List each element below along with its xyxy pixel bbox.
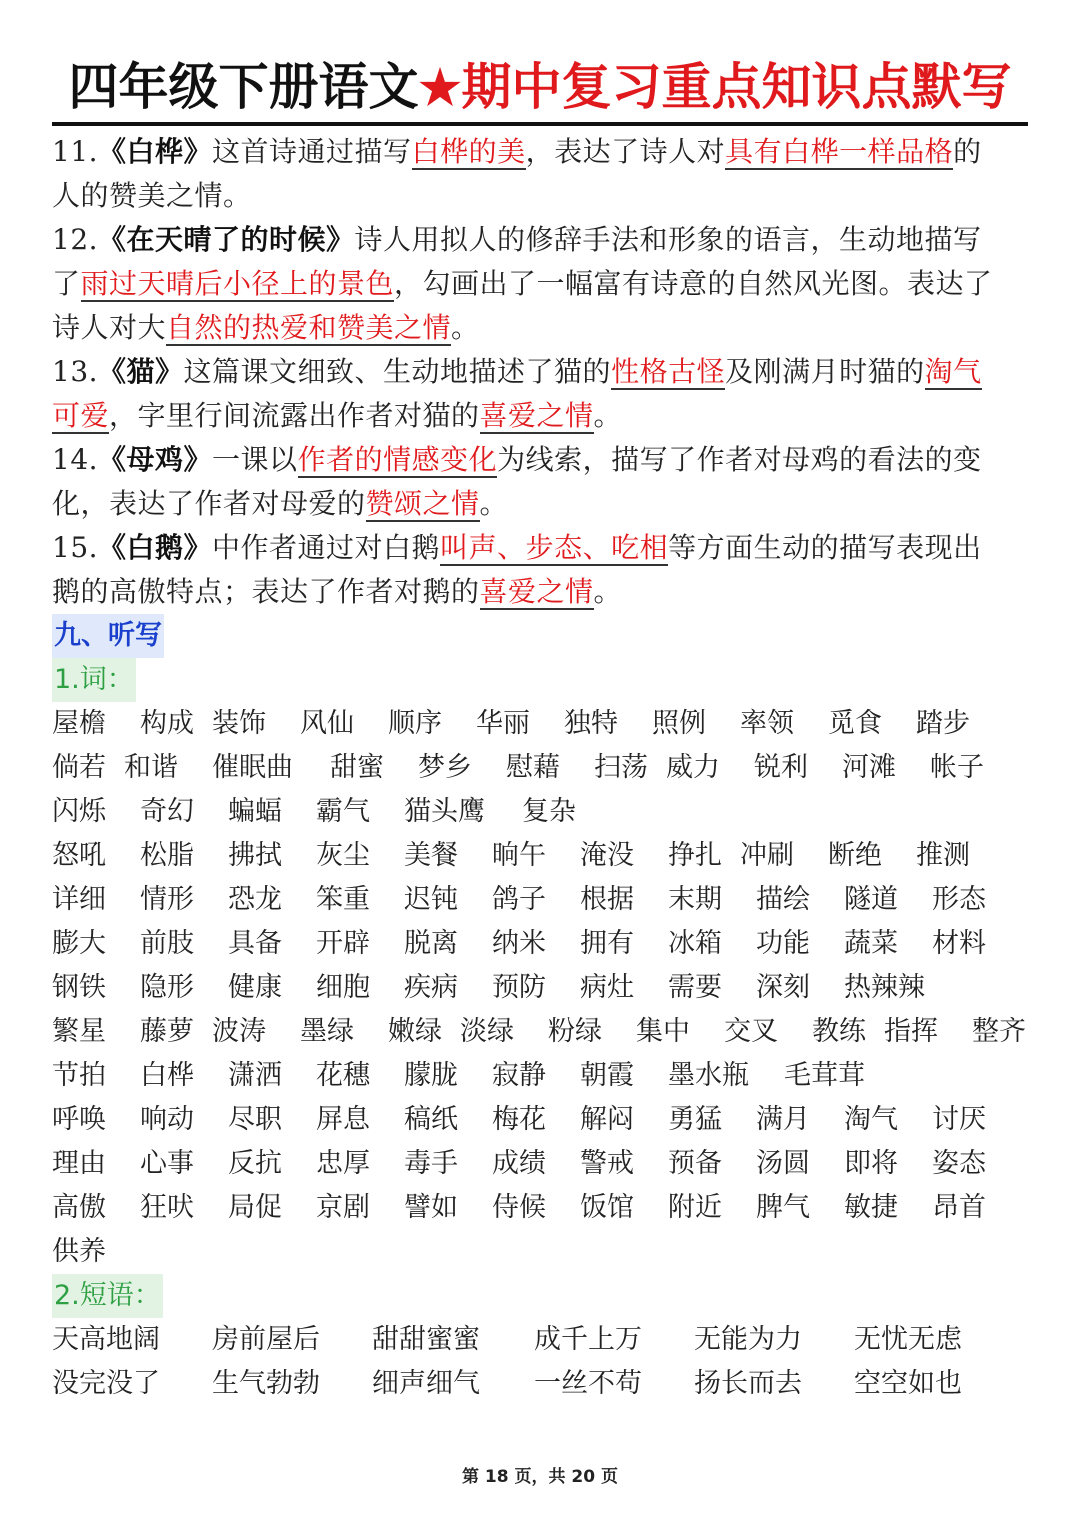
word: 响动 <box>140 1104 194 1135</box>
word: 闪烁 <box>52 796 106 827</box>
phrase: 空空如也 <box>854 1368 962 1399</box>
word: 材料 <box>932 928 986 959</box>
word-row <box>52 1186 1032 1230</box>
phrase: 无忧无虑 <box>854 1324 962 1355</box>
word: 局促 <box>228 1192 282 1223</box>
item-13-line-2: 可爱，字里行间流露出作者对猫的喜爱之情。 <box>52 399 623 432</box>
word: 和谐 <box>124 752 178 783</box>
item-15-answer-2: 喜爱之情 <box>479 575 594 608</box>
word-row <box>52 834 1032 878</box>
word: 满月 <box>756 1104 810 1135</box>
word: 扫荡 <box>594 752 648 783</box>
word: 繁星 <box>52 1016 106 1047</box>
item-13-answer-2a: 淘气 <box>924 355 982 388</box>
content <box>52 130 1032 1406</box>
word: 节拍 <box>52 1060 106 1091</box>
word: 松脂 <box>140 840 194 871</box>
word: 断绝 <box>828 840 882 871</box>
word: 威力 <box>666 752 720 783</box>
item-12-line-1: 12.《在天晴了的时候》诗人用拟人的修辞手法和形象的语言，生动地描写 <box>52 223 982 256</box>
item-13-answer-3: 喜爱之情 <box>479 399 594 432</box>
word-row <box>52 746 1032 790</box>
word: 心事 <box>140 1148 194 1179</box>
word: 侍候 <box>492 1192 546 1223</box>
phrase: 一丝不苟 <box>534 1368 642 1399</box>
word: 装饰 <box>212 708 266 739</box>
word: 疾病 <box>404 972 458 1003</box>
phrase: 扬长而去 <box>694 1368 802 1399</box>
word: 昂首 <box>932 1192 986 1223</box>
word: 狂吠 <box>140 1192 194 1223</box>
word: 譬如 <box>404 1192 458 1223</box>
word: 勇猛 <box>668 1104 722 1135</box>
word: 毛茸茸 <box>784 1060 865 1091</box>
word: 拂拭 <box>228 840 282 871</box>
item-14-title: 《母鸡》 <box>98 443 213 476</box>
word: 怒吼 <box>52 840 106 871</box>
word: 晌午 <box>492 840 546 871</box>
item-11-answer-2: 具有白桦一样品格 <box>725 135 954 168</box>
word: 挣扎 <box>668 840 722 871</box>
word: 淹没 <box>580 840 634 871</box>
word: 健康 <box>228 972 282 1003</box>
word: 深刻 <box>756 972 810 1003</box>
word: 风仙 <box>300 708 354 739</box>
phrase-row <box>52 1362 1032 1406</box>
phrase: 成千上万 <box>534 1324 642 1355</box>
word: 构成 <box>140 708 194 739</box>
word: 教练 <box>812 1016 866 1047</box>
word: 京剧 <box>316 1192 370 1223</box>
word: 河滩 <box>842 752 896 783</box>
word: 推测 <box>916 840 970 871</box>
word: 成绩 <box>492 1148 546 1179</box>
word: 梦乡 <box>418 752 472 783</box>
word: 热辣辣 <box>844 972 925 1003</box>
item-12-answer-1: 雨过天晴后小径上的景色 <box>80 267 395 300</box>
phrase: 生气勃勃 <box>212 1368 320 1399</box>
word-row <box>52 1098 1032 1142</box>
word: 钢铁 <box>52 972 106 1003</box>
word: 觅食 <box>828 708 882 739</box>
word: 花穗 <box>316 1060 370 1091</box>
item-13-answer-2b: 可爱 <box>52 399 110 432</box>
word-row <box>52 966 1032 1010</box>
word: 高傲 <box>52 1192 106 1223</box>
word: 膨大 <box>52 928 106 959</box>
word: 集中 <box>636 1016 690 1047</box>
word: 粉绿 <box>548 1016 602 1047</box>
word: 末期 <box>668 884 722 915</box>
word: 附近 <box>668 1192 722 1223</box>
word: 淘气 <box>844 1104 898 1135</box>
item-14-answer-1: 作者的情感变化 <box>297 443 498 476</box>
word-row <box>52 790 1032 834</box>
word: 墨绿 <box>300 1016 354 1047</box>
word: 寂静 <box>492 1060 546 1091</box>
word: 霸气 <box>316 796 370 827</box>
item-13-line-1: 13.《猫》这篇课文细致、生动地描述了猫的性格古怪及刚满月时猫的淘气 <box>52 355 982 388</box>
word: 朦胧 <box>404 1060 458 1091</box>
word: 淡绿 <box>460 1016 514 1047</box>
word: 慰藉 <box>506 752 560 783</box>
item-15-title: 《白鹅》 <box>98 531 213 564</box>
word: 描绘 <box>756 884 810 915</box>
word: 功能 <box>756 928 810 959</box>
word: 蝙蝠 <box>228 796 282 827</box>
word: 灰尘 <box>316 840 370 871</box>
item-13-title: 《猫》 <box>98 355 184 388</box>
word: 根据 <box>580 884 634 915</box>
word: 忠厚 <box>316 1148 370 1179</box>
word: 理由 <box>52 1148 106 1179</box>
word: 整齐 <box>972 1016 1026 1047</box>
section-9-heading-row <box>52 614 1032 658</box>
word: 交叉 <box>724 1016 778 1047</box>
word: 蔬菜 <box>844 928 898 959</box>
phrases-heading-row <box>52 1274 1032 1318</box>
word: 汤圆 <box>756 1148 810 1179</box>
word: 情形 <box>140 884 194 915</box>
phrase: 天高地阔 <box>52 1324 160 1355</box>
title-grade: 四年级下册语文 <box>68 58 419 116</box>
word-row <box>52 1010 1032 1054</box>
phrase: 房前屋后 <box>212 1324 320 1355</box>
item-11-title: 《白桦》 <box>98 135 213 168</box>
word: 尽职 <box>228 1104 282 1135</box>
word: 脾气 <box>756 1192 810 1223</box>
word: 呼唤 <box>52 1104 106 1135</box>
word: 饭馆 <box>580 1192 634 1223</box>
word: 美餐 <box>404 840 458 871</box>
section-9-heading: 九、听写 <box>52 614 164 658</box>
word: 姿态 <box>932 1148 986 1179</box>
word: 照例 <box>652 708 706 739</box>
item-14-answer-2: 赞颂之情 <box>365 487 480 520</box>
item-13-answer-1: 性格古怪 <box>611 355 726 388</box>
phrase: 甜甜蜜蜜 <box>372 1324 480 1355</box>
word: 需要 <box>668 972 722 1003</box>
item-12-line-3: 诗人对大自然的热爱和赞美之情。 <box>52 311 480 344</box>
word: 敏捷 <box>844 1192 898 1223</box>
word-row <box>52 878 1032 922</box>
word: 率领 <box>740 708 794 739</box>
word: 即将 <box>844 1148 898 1179</box>
word: 预防 <box>492 972 546 1003</box>
word: 倘若 <box>52 752 106 783</box>
word: 纳米 <box>492 928 546 959</box>
item-12-answer-2: 自然的热爱和赞美之情 <box>166 311 452 344</box>
item-12-title: 《在天晴了的时候》 <box>98 223 355 256</box>
word: 嫩绿 <box>388 1016 442 1047</box>
word: 拥有 <box>580 928 634 959</box>
item-15-line-2: 鹅的高傲特点；表达了作者对鹅的喜爱之情。 <box>52 575 623 608</box>
word: 冲刷 <box>740 840 794 871</box>
word: 踏步 <box>916 708 970 739</box>
word: 朝霞 <box>580 1060 634 1091</box>
word: 藤萝 <box>140 1016 194 1047</box>
word: 开辟 <box>316 928 370 959</box>
word: 前肢 <box>140 928 194 959</box>
word: 复杂 <box>522 796 576 827</box>
word: 隐形 <box>140 972 194 1003</box>
word: 病灶 <box>580 972 634 1003</box>
star-icon: ★ <box>418 60 462 116</box>
word: 指挥 <box>884 1016 938 1047</box>
item-15-line-1: 15.《白鹅》中作者通过对白鹅叫声、步态、吃相等方面生动的描写表现出 <box>52 531 982 564</box>
word: 毒手 <box>404 1148 458 1179</box>
word: 顺序 <box>388 708 442 739</box>
word: 猫头鹰 <box>404 796 485 827</box>
word-row <box>52 1054 1032 1098</box>
word: 甜蜜 <box>330 752 384 783</box>
word: 墨水瓶 <box>668 1060 749 1091</box>
title-topic: 期中复习重点知识点默写 <box>461 58 1012 116</box>
word: 白桦 <box>140 1060 194 1091</box>
item-11-answer-1: 白桦的美 <box>411 135 526 168</box>
word: 稿纸 <box>404 1104 458 1135</box>
word: 华丽 <box>476 708 530 739</box>
phrase: 没完没了 <box>52 1368 160 1399</box>
word: 潇洒 <box>228 1060 282 1091</box>
item-12-line-2: 了雨过天晴后小径上的景色，勾画出了一幅富有诗意的自然风光图。表达了 <box>52 267 993 300</box>
phrases-heading: 2.短语： <box>52 1274 163 1318</box>
word-list <box>52 702 1032 1274</box>
item-15-answer-1: 叫声、步态、吃相 <box>440 531 669 564</box>
word: 细胞 <box>316 972 370 1003</box>
word: 脱离 <box>404 928 458 959</box>
word: 屏息 <box>316 1104 370 1135</box>
word: 梅花 <box>492 1104 546 1135</box>
phrase-list <box>52 1318 1032 1406</box>
word: 鸽子 <box>492 884 546 915</box>
word: 笨重 <box>316 884 370 915</box>
word: 隧道 <box>844 884 898 915</box>
word-row <box>52 1230 1032 1274</box>
word: 独特 <box>564 708 618 739</box>
item-11-line-1: 11.《白桦》这首诗通过描写白桦的美，表达了诗人对具有白桦一样品格的 <box>52 135 982 168</box>
word: 供养 <box>52 1236 106 1267</box>
word: 锐利 <box>754 752 808 783</box>
word: 催眠曲 <box>212 752 293 783</box>
phrase: 细声细气 <box>372 1368 480 1399</box>
word: 恐龙 <box>228 884 282 915</box>
word: 形态 <box>932 884 986 915</box>
word: 预备 <box>668 1148 722 1179</box>
word: 解闷 <box>580 1104 634 1135</box>
word-row <box>52 922 1032 966</box>
word: 帐子 <box>930 752 984 783</box>
page-title <box>52 52 1028 126</box>
words-heading: 1.词： <box>52 658 136 702</box>
item-11-line-2: 人的赞美之情。 <box>52 179 252 212</box>
item-14-line-1: 14.《母鸡》一课以作者的情感变化为线索，描写了作者对母鸡的看法的变 <box>52 443 982 476</box>
phrase-row <box>52 1318 1032 1362</box>
word: 具备 <box>228 928 282 959</box>
item-14-line-2: 化，表达了作者对母爱的赞颂之情。 <box>52 487 509 520</box>
word: 迟钝 <box>404 884 458 915</box>
word: 警戒 <box>580 1148 634 1179</box>
word: 讨厌 <box>932 1104 986 1135</box>
word: 屋檐 <box>52 708 106 739</box>
word-row <box>52 702 1032 746</box>
word: 奇幻 <box>140 796 194 827</box>
phrase: 无能为力 <box>694 1324 802 1355</box>
words-heading-row <box>52 658 1032 702</box>
page-footer: 第 18 页，共 20 页 <box>462 1467 618 1487</box>
word: 详细 <box>52 884 106 915</box>
word-row <box>52 1142 1032 1186</box>
word: 冰箱 <box>668 928 722 959</box>
word: 反抗 <box>228 1148 282 1179</box>
word: 波涛 <box>212 1016 266 1047</box>
